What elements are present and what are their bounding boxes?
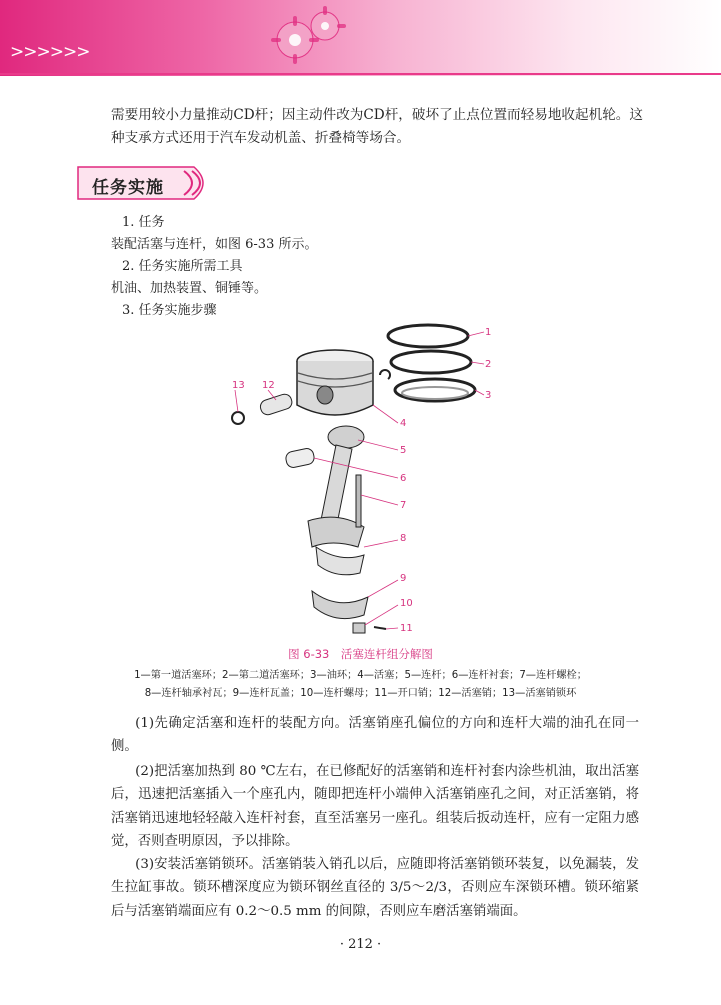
callout-10: 10 [400, 598, 413, 609]
callout-6: 6 [400, 473, 407, 484]
intro-line-2: 种支承方式还用于汽车发动机盖、折叠椅等场合。 [111, 130, 411, 146]
callout-8: 8 [400, 533, 407, 544]
callout-4: 4 [400, 418, 407, 429]
page-number: · 212 · [339, 937, 382, 952]
callout-11: 11 [400, 623, 413, 634]
callout-5: 5 [400, 445, 407, 456]
callout-9: 9 [400, 573, 407, 584]
step-3-heading: 3. 任务实施步骤 [122, 303, 217, 318]
figure-legend-line-2: 8—连杆轴承衬瓦；9—连杆瓦盖；10—连杆螺母；11—开口销；12—活塞销；13—活塞销锁环 [144, 688, 577, 699]
callout-12: 12 [262, 380, 275, 391]
callout-3: 3 [485, 390, 492, 401]
page-header-banner [0, 0, 721, 76]
procedure-step-3: (3)安装活塞销锁环。活塞销装入销孔以后，应随即将活塞销锁环装复，以免漏装，发生拉缸事故。锁环槽深度应为锁环钢丝直径的 3/5～2/3，否则应车深锁环槽。锁环缩紧后与活塞销端面应有 0.2～0.5 mm 的间隙，否则应车磨活塞销端面。 [111, 857, 639, 919]
step-2-heading: 2. 任务实施所需工具 [122, 259, 243, 274]
piston-illustration [297, 350, 373, 415]
step-2-text: 机油、加热装置、铜锤等。 [111, 281, 268, 296]
callout-1: 1 [485, 327, 492, 338]
callout-7: 7 [400, 500, 407, 511]
section-title: 任务实施 [92, 178, 164, 198]
callout-2: 2 [485, 359, 492, 370]
figure-caption: 图 6-33 活塞连杆组分解图 [288, 647, 433, 661]
step-1-text: 装配活塞与连杆，如图 6-33 所示。 [111, 237, 318, 252]
header-divider [0, 73, 721, 75]
procedure-step-2: (2)把活塞加热到 80 ℃左右，在已修配好的活塞销和连杆衬套内涂些机油，取出活塞后，迅速把活塞插入一个座孔内，随即把连杆小端伸入活塞销座孔之间，对正活塞销，将活塞销迅速地轻轻敲入连杆衬套，直至活塞另一座孔。组装后扳动连杆，应有一定阻力感觉，否则查明原因，予以排除。 [111, 764, 639, 850]
step-1-heading: 1. 任务 [122, 215, 165, 230]
callout-13: 13 [232, 380, 245, 391]
piston-rod-exploded-diagram [228, 315, 504, 640]
gear-decoration-icon [265, 4, 355, 70]
figure-legend-line-1: 1—第一道活塞环；2—第二道活塞环；3—油环；4—活塞；5—连杆；6—连杆衬套；7—连杆螺栓； [134, 670, 587, 681]
connecting-rod-illustration [308, 426, 386, 633]
procedure-step-1: (1)先确定活塞和连杆的装配方向。活塞销座孔偏位的方向和连杆大端的油孔在同一侧。 [111, 716, 639, 755]
header-chevrons: >>>>>> [10, 42, 90, 62]
intro-line-1: 需要用较小力量推动CD杆；因主动件改为CD杆，破坏了止点位置而轻易地收起机轮。这 [111, 107, 643, 123]
